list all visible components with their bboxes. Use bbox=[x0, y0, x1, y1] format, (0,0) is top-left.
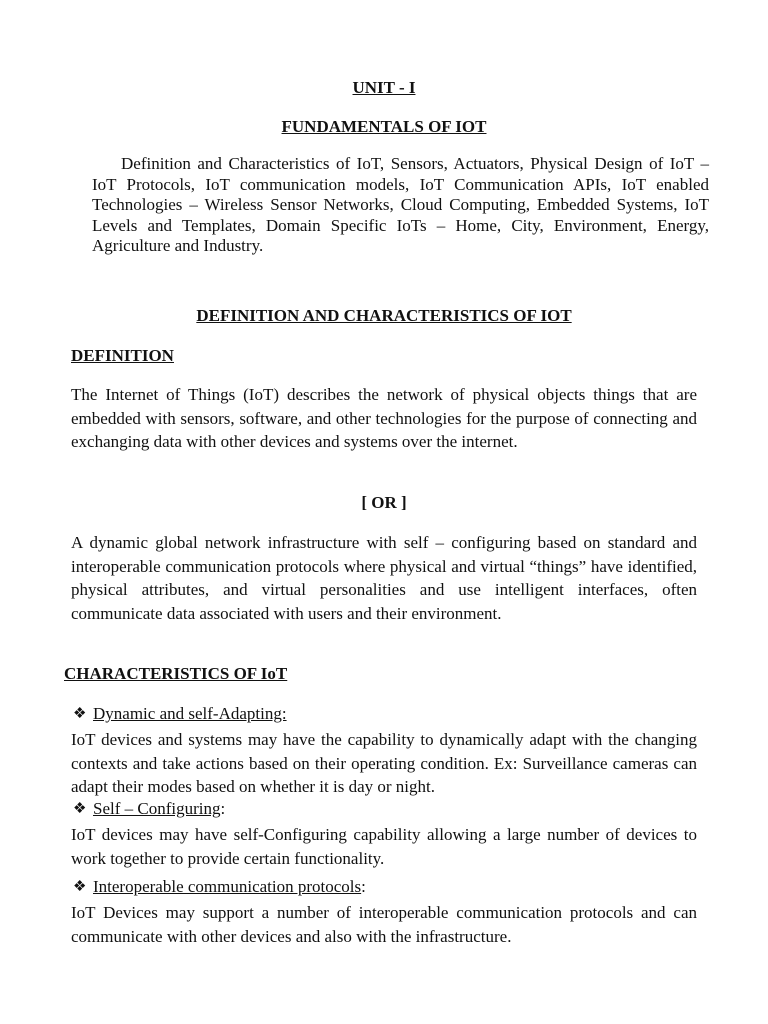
characteristic-item-2-title bbox=[73, 798, 225, 820]
characteristic-label-suffix: : bbox=[220, 799, 226, 818]
definition-paragraph-1: The Internet of Things (IoT) describes the network of physical objects things that are embedded with sensors, software, and other technologies for the purpose of connecting and exchanging data with other devices and systems over the internet. bbox=[71, 385, 697, 451]
characteristic-item-3-title bbox=[73, 876, 366, 898]
or-separator: [ OR ] bbox=[361, 493, 407, 512]
definition-paragraph-2: A dynamic global network infrastructure with self – configuring based on standard and interoperable communication protocols where physical and virtual “things” have identified, physical attributes, and virtual personalities and use intelligent interfaces, often communicate data associated with users and their environment. bbox=[71, 533, 697, 623]
characteristic-label: Dynamic and self-Adapting: bbox=[93, 704, 287, 723]
characteristics-heading: CHARACTERISTICS OF IoT bbox=[64, 664, 288, 683]
diamond-bullet-icon: ❖ bbox=[73, 706, 87, 722]
characteristic-item-3-text: IoT Devices may support a number of interoperable communication protocols and can communicate with other devices and also with the infrastructure. bbox=[71, 903, 697, 946]
characteristic-label: Interoperable communication protocols bbox=[93, 877, 362, 896]
characteristic-item-2-text: IoT devices may have self-Configuring capability allowing a large number of devices to work together to provide certain functionality. bbox=[71, 825, 697, 868]
diamond-bullet-icon: ❖ bbox=[73, 801, 87, 817]
diamond-bullet-icon: ❖ bbox=[73, 879, 87, 895]
characteristic-label-suffix: : bbox=[361, 877, 366, 896]
definition-heading: DEFINITION bbox=[71, 346, 174, 365]
section-title: DEFINITION AND CHARACTERISTICS OF IOT bbox=[196, 306, 572, 325]
characteristic-label: Self – Configuring bbox=[93, 799, 221, 818]
unit-title: UNIT - I bbox=[352, 78, 416, 97]
subject-title: FUNDAMENTALS OF IOT bbox=[281, 117, 487, 136]
characteristic-item-1-text: IoT devices and systems may have the capability to dynamically adapt with the changing contexts and take actions based on their operating condition. Ex: Surveillance cameras can adapt their modes based on whether it is day or night. bbox=[71, 730, 697, 796]
characteristic-item-1-title bbox=[73, 703, 287, 725]
syllabus-intro-paragraph: Definition and Characteristics of IoT, Sensors, Actuators, Physical Design of IoT – IoT Protocols, IoT communication models, IoT Communication APIs, IoT enabled Technologies – Wireless Sensor Networks, Cloud Computing, Embedded Systems, IoT Levels and Templates, Domain Specific IoTs – Home, City, Environment, Energy, Agriculture and Industry. bbox=[92, 154, 709, 255]
